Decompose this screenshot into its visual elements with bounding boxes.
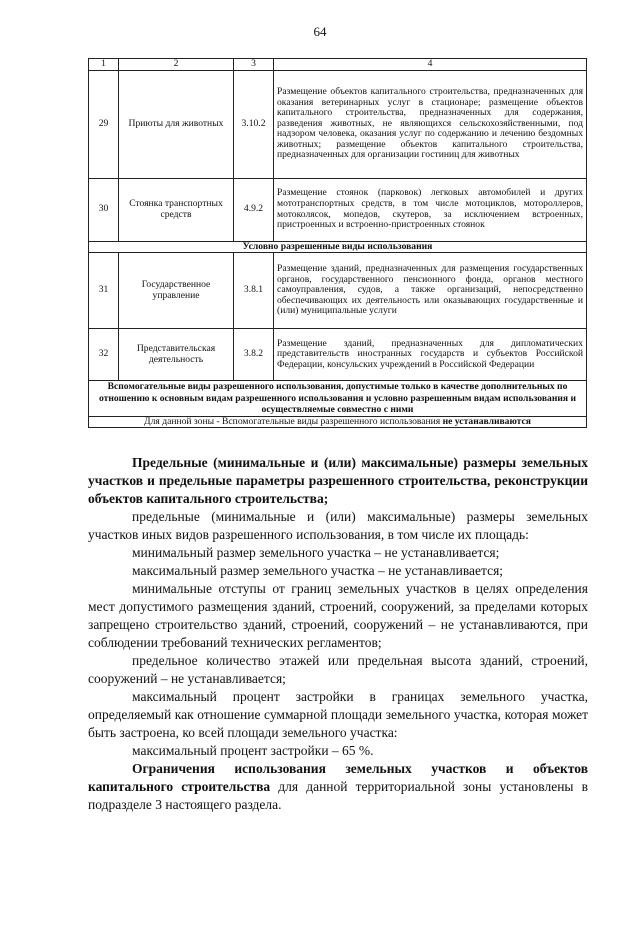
- table-row: [89, 253, 587, 329]
- conditional-uses-heading: Условно разрешенные виды использования: [89, 241, 587, 253]
- table-row: [89, 178, 587, 241]
- paragraph: максимальный процент застройки в границах земельного участка, определяемый как отношение суммарной площади земельного участка, которая может быть застроена, ко всей площади земельного участка:: [88, 689, 588, 740]
- use-code: 3.8.2: [234, 329, 274, 381]
- section-heading: Предельные (минимальные и (или) максимальные) размеры земельных участков и предельные параметры разрешенного строительства, реконструкции объектов капитального строительства;: [88, 455, 588, 506]
- header-cell: 4: [274, 59, 587, 71]
- page-number: 64: [313, 24, 327, 39]
- use-description: Размещение объектов капитального строительства, предназначенных для оказания ветеринарных услуг в стационаре; размещение объектов капитального строительства, предназначенных для содержания, разведения животных, не являющихся сельскохозяйственными, под надзором человека, оказания услуг по содержанию и лечению бездомных животных; размещение объектов капитального строительства, предназначенных для организации гостиниц для животных: [274, 70, 587, 178]
- use-name: Государственное управление: [119, 253, 234, 329]
- restrictions-bold: Ограничения использования земельных участков и объектов капитального строительства: [88, 761, 588, 794]
- section-row: [89, 241, 587, 253]
- table-header-row: [89, 59, 587, 71]
- note-bold: не устанавливаются: [442, 415, 531, 427]
- paragraph: максимальный процент застройки – 65 %.: [132, 743, 374, 758]
- paragraph: [88, 760, 588, 814]
- use-code: 3.10.2: [234, 70, 274, 178]
- note-prefix: Для данной зоны - Вспомогательные виды разрешенного использования: [144, 415, 443, 427]
- use-name: Стоянка транспортных средств: [119, 178, 234, 241]
- paragraph: минимальные отступы от границ земельных участков в целях определения мест допустимого размещения зданий, строений, сооружений, за пределами которых запрещено строительство зданий, строений, сооружений – не устанавливаются, при соблюдении требований технических регламентов;: [88, 581, 588, 650]
- header-cell: 2: [119, 59, 234, 71]
- paragraph: минимальный размер земельного участка – не устанавливается;: [132, 545, 500, 560]
- land-use-table: [88, 58, 587, 428]
- table-row: [89, 329, 587, 381]
- row-number: 31: [89, 253, 119, 329]
- note-row: [89, 416, 587, 428]
- paragraph: предельное количество этажей или предельная высота зданий, строений, сооружений – не устанавливается;: [88, 653, 588, 686]
- auxiliary-uses-heading: Вспомогательные виды разрешенного использования, допустимые только в качестве дополнительных по отношению к основным видам разрешенного использования и условно разрешенным видам использования и осуществляемые совместно с ними: [89, 381, 587, 417]
- use-description: Размещение зданий, предназначенных для размещения государственных органов, государственного пенсионного фонда, органов местного самоуправления, судов, а также организаций, непосредственно обеспечивающих их деятельность или оказывающих государственные и (или) муниципальные услуги: [274, 253, 587, 329]
- use-description: Размещение зданий, предназначенных для дипломатических представительств иностранных государств и субъектов Российской Федерации, консульских учреждений в Российской Федерации: [274, 329, 587, 381]
- section-row: [89, 381, 587, 417]
- paragraph: предельные (минимальные и (или) максимальные) размеры земельных участков иных видов разрешенного использования, в том числе их площадь:: [88, 509, 588, 542]
- row-number: 30: [89, 178, 119, 241]
- auxiliary-uses-note: [89, 416, 587, 428]
- paragraph: максимальный размер земельного участка – не устанавливается;: [132, 563, 504, 578]
- use-code: 4.9.2: [234, 178, 274, 241]
- use-code: 3.8.1: [234, 253, 274, 329]
- header-cell: 3: [234, 59, 274, 71]
- row-number: 29: [89, 70, 119, 178]
- use-description: Размещение стоянок (парковок) легковых автомобилей и других мототранспортных средств, в том числе мотоциклов, мотороллеров, мотоколясок, мопедов, скутеров, за исключением встроенных, пристроенных и встроенно-пристроенных стоянок: [274, 178, 587, 241]
- header-cell: 1: [89, 59, 119, 71]
- table-row: [89, 70, 587, 178]
- use-name: Представительская деятельность: [119, 329, 234, 381]
- restrictions-rest: для данной территориальной зоны установлены в подразделе 3 настоящего раздела.: [88, 779, 588, 812]
- use-name: Приюты для животных: [119, 70, 234, 178]
- row-number: 32: [89, 329, 119, 381]
- body-text: [88, 454, 588, 814]
